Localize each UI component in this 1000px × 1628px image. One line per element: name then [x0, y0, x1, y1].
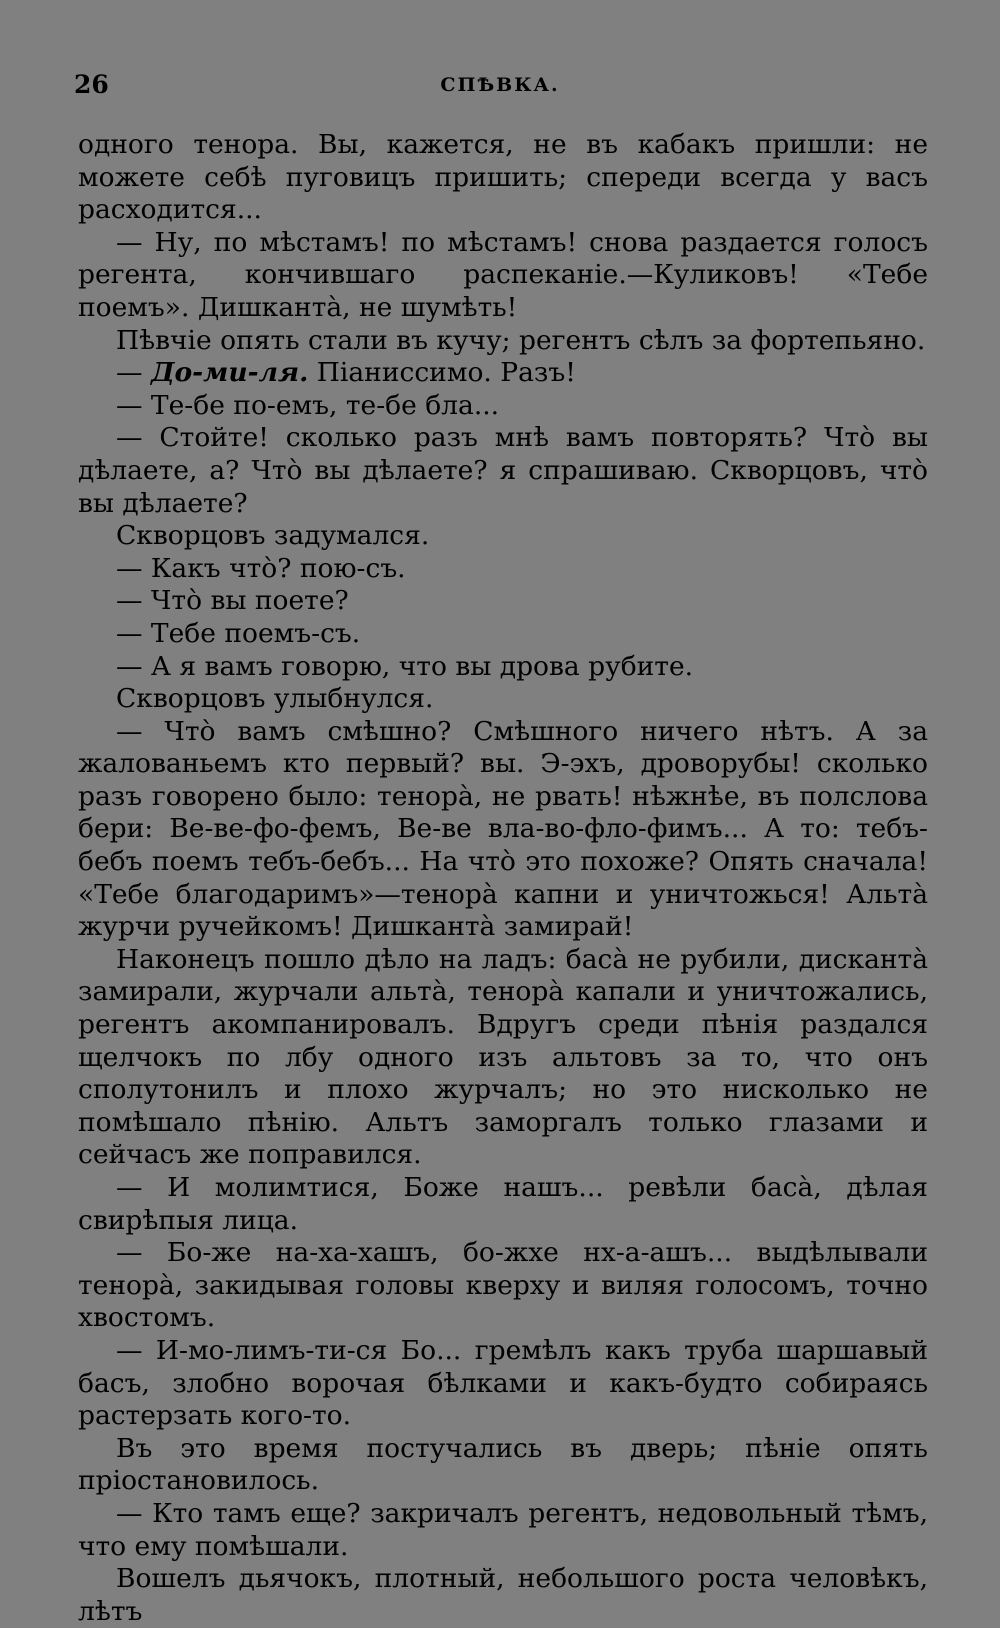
paragraph: [78, 422, 928, 520]
text-run: — Тебе поемъ-съ.: [116, 617, 361, 649]
text-run: —: [116, 357, 151, 389]
paragraph: [78, 1433, 928, 1498]
paragraph: [78, 357, 928, 390]
text-run: — Ну, по мѣстамъ! по мѣстамъ! снова раздается голосъ регента, кончившаго распеканіе.—Куликовъ! «Тебе поемъ». Дишкантà, не шумѣть!: [78, 226, 928, 323]
paragraph: [78, 553, 928, 586]
text-run: Піаниссимо. Разъ!: [308, 357, 576, 389]
emphasis-text: До-ми-ля.: [150, 357, 309, 389]
paragraph: [78, 1237, 928, 1335]
page-number: 26: [74, 70, 109, 99]
text-run: — Чтò вы поете?: [116, 585, 349, 617]
text-run: Наконецъ пошло дѣло на ладъ: басà не рубили, дискантà замирали, журчали альтà, тенорà капали и уничтожались, регентъ акомпанировалъ. Вдругъ среди пѣнія раздался щелчокъ по лбу одного изъ альтовъ за то, что онъ сполутонилъ и плохо журчалъ; но это нисколько не помѣшало пѣнію. Альтъ заморгалъ только глазами и сейчасъ же поправился.: [78, 943, 928, 1171]
paragraph: [78, 651, 928, 684]
text-run: — А я вамъ говорю, что вы дрова рубите.: [116, 650, 694, 682]
text-run: — Бо-же на-ха-хашъ, бо-жхе нх-а-ашъ... выдѣлывали тенорà, закидывая головы кверху и виляя голосомъ, точно хвостомъ.: [78, 1237, 928, 1334]
text-run: одного тенора. Вы, кажется, не въ кабакъ пришли: не можете себѣ пуговицъ пришить; спереди всегда у васъ расходится...: [78, 129, 928, 226]
paragraph: [78, 1172, 928, 1237]
text-run: — Стойте! сколько разъ мнѣ вамъ повторять? Чтò вы дѣлаете, а? Чтò вы дѣлаете? я спрашиваю. Скворцовъ, чтò вы дѣлаете?: [78, 422, 928, 519]
paragraph: [78, 325, 928, 358]
body-text: [78, 129, 928, 1628]
paragraph: [78, 1335, 928, 1433]
text-run: Въ это время постучались въ дверь; пѣніе опять пріостановилось.: [78, 1432, 928, 1497]
text-run: — И молимтися, Боже нашъ... ревѣли басà, дѣлая свирѣпыя лица.: [78, 1172, 928, 1236]
text-run: Скворцовъ улыбнулся.: [116, 683, 434, 715]
paragraph: [78, 390, 928, 423]
text-run: — Какъ чтò? пою-съ.: [116, 552, 406, 584]
running-title: СПѢВКА.: [440, 74, 560, 96]
paragraph: [78, 618, 928, 651]
text-run: Вошелъ дьячокъ, плотный, небольшого роста человѣкъ, лѣтъ: [78, 1563, 928, 1627]
text-run: — Чтò вамъ смѣшно? Смѣшного ничего нѣтъ. А за жалованьемъ кто первый? вы. Э-эхъ, дроворубы! сколько разъ говорено было: тенорà, не рвать! нѣжнѣе, въ полслова бери: Ве-ве-фо-фемъ, Ве-ве вла-во-фло-фимъ... А то: тебъ-бебъ поемъ тебъ-бебъ... На чтò это похоже? Опять сначала! «Тебе благодаримъ»—тенорà капни и уничтожься! Альтà журчи ручейкомъ! Дишкантà замирай!: [78, 715, 928, 943]
paragraph: [78, 227, 928, 325]
paragraph: [78, 520, 928, 553]
paragraph: [78, 585, 928, 618]
text-run: — Те-бе по-емъ, те-бе бла...: [116, 389, 500, 421]
page-header: [74, 70, 926, 104]
text-run: — Кто тамъ еще? закричалъ регентъ, недовольный тѣмъ, что ему помѣшали.: [78, 1497, 928, 1562]
text-run: Скворцовъ задумался.: [116, 520, 430, 552]
text-run: — И-мо-лимъ-ти-ся Бо... гремѣлъ какъ труба шаршавый басъ, злобно ворочая бѣлками и какъ-будто собираясь растерзать кого-то.: [78, 1334, 928, 1432]
paragraph: [78, 944, 928, 1172]
paragraph: [78, 1563, 928, 1628]
text-run: Пѣвчіе опять стали въ кучу; регентъ сѣлъ за фортепьяно.: [116, 324, 926, 356]
paragraph: [78, 1498, 928, 1563]
paragraph: [78, 129, 928, 227]
paragraph: [78, 716, 928, 944]
paragraph: [78, 683, 928, 716]
